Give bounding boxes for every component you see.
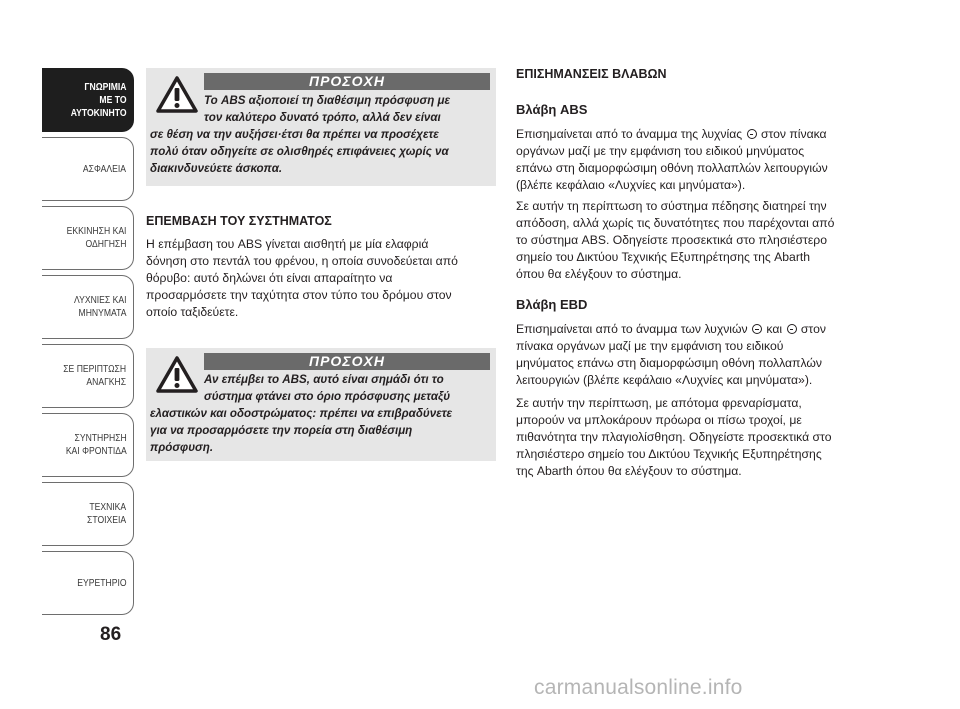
body-line: (βλέπε κεφάλαιο «Λυχνίες και μηνύματα»). (516, 178, 746, 192)
subheading-abs-fault: Βλάβη ABS (516, 102, 588, 117)
tab-label: ΓΝΩΡΙΜΙΑ ΜΕ ΤΟ ΑΥΤΟΚΙΝΗΤΟ (70, 80, 127, 119)
warning-box-abs-intervention (146, 348, 496, 461)
tab-lights-messages[interactable] (42, 275, 134, 339)
body-line: θόρυβο: αυτό δηλώνει ότι είναι απαραίτητο να (146, 271, 393, 285)
warning-triangle-icon (156, 356, 198, 393)
body-line: προσαρμόσετε την ταχύτητα στον τύπο του δρόμου στον (146, 288, 452, 302)
text-fragment: στον πίνακα (760, 127, 827, 141)
text-fragment: στον (800, 322, 826, 336)
warning-line: σύστημα φτάνει στο όριο πρόσφυσης μεταξύ (204, 390, 451, 403)
warning-line: διακινδυνεύετε άσκοπα. (150, 162, 283, 175)
tab-safety[interactable] (42, 137, 134, 201)
warning-line: πρόσφυση. (150, 441, 214, 454)
body-line: πίνακα οργάνων μαζί με την εμφάνιση του ειδικού (516, 339, 784, 353)
warning-line: ελαστικών και οδοστρώματος: πρέπει να επιβραδύνετε (150, 407, 453, 420)
body-line: το σύστημα ABS. Οδηγείστε προσεκτικά στο πλησιέστερο (516, 233, 827, 247)
body-line: δόνηση στο πεντάλ του φρένου, η οποία συνοδεύεται από (146, 254, 458, 268)
section-title-intervention: ΕΠΕΜΒΑΣΗ ΤΟΥ ΣΥΣΤΗΜΑΤΟΣ (146, 214, 332, 228)
tab-technical-data[interactable] (42, 482, 134, 546)
watermark: carmanualsonline.info (534, 676, 743, 699)
abs-warning-lamp-icon (752, 324, 762, 334)
text-fragment: και (766, 322, 783, 336)
section-title-faults: ΕΠΙΣΗΜΑΝΣΕΙΣ ΒΛΑΒΩΝ (516, 67, 667, 81)
body-line (516, 126, 827, 143)
body-line: επάνω στη διαμορφώσιμη οθόνη πολλαπλών λειτουργιών (516, 161, 828, 175)
tab-label: ΕΥΡΕΤΗΡΙΟ (77, 576, 127, 589)
warning-line: Το ABS αξιοποιεί τη διαθέσιμη πρόσφυση με (204, 94, 451, 107)
warning-header: ΠΡΟΣΟΧΗ (204, 353, 490, 370)
warning-triangle-icon (156, 76, 198, 113)
text-fragment: Επισημαίνεται από το άναμμα των λυχνιών (516, 322, 748, 336)
warning-line: Αν επέμβει το ABS, αυτό είναι σημάδι ότι το (204, 373, 444, 386)
body-line: μηνύματος επάνω στη διαμορφώσιμη οθόνη πολλαπλών (516, 356, 822, 370)
warning-line: τον καλύτερο δυνατό τρόπο, αλλά δεν είναι (204, 111, 441, 124)
text-fragment: Επισημαίνεται από το άναμμα της λυχνίας (516, 127, 743, 141)
tab-emergency[interactable] (42, 344, 134, 408)
page-number: 86 (100, 624, 122, 645)
body-line: σημείο του Δικτύου Τεχνικής Εξυπηρέτησης της Abarth (516, 250, 811, 264)
warning-line: για να προσαρμόσετε την πορεία στη διαθέσιμη (150, 424, 413, 437)
body-line: Σε αυτήν την περίπτωση, με απότομα φρεναρίσματα, (516, 396, 802, 410)
tab-label: ΣΕ ΠΕΡΙΠΤΩΣΗ ΑΝΑΓΚΗΣ (63, 363, 127, 388)
body-line: Η επέμβαση του ABS γίνεται αισθητή με μία ελαφριά (146, 237, 429, 251)
abs-warning-lamp-icon (747, 129, 757, 139)
body-line: οποίο ταξιδεύετε. (146, 305, 239, 319)
warning-header: ΠΡΟΣΟΧΗ (204, 73, 490, 90)
tab-label: ΣΥΝΤΗΡΗΣΗ ΚΑΙ ΦΡΟΝΤΙΔΑ (65, 432, 127, 457)
tab-maintenance[interactable] (42, 413, 134, 477)
body-line: λειτουργιών (βλέπε κεφάλαιο «Λυχνίες και μηνύματα»). (516, 373, 813, 387)
brake-warning-lamp-icon (787, 324, 797, 334)
tab-label: ΑΣΦΑΛΕΙΑ (83, 162, 127, 175)
body-line: απόδοση, αλλά χωρίς τις δυνατότητες που παρέχονται από (516, 216, 835, 230)
warning-box-abs-grip (146, 68, 496, 186)
tab-getting-to-know-car[interactable] (42, 68, 134, 132)
warning-line: σε θέση να την αυξήσει·έτσι θα πρέπει να προσέχετε (150, 128, 439, 141)
body-line: μπορούν να μπλοκάρουν πρόωρα οι πίσω τροχοί, με (516, 413, 802, 427)
tab-label: ΤΕΧΝΙΚΑ ΣΤΟΙΧΕΙΑ (87, 501, 127, 526)
body-line: Σε αυτήν τη περίπτωση το σύστημα πέδησης διατηρεί την (516, 199, 827, 213)
tab-label: ΕΚΚΙΝΗΣΗ ΚΑΙ ΟΔΗΓΗΣΗ (66, 225, 127, 250)
warning-line: πολύ όταν οδηγείτε σε ολισθηρές επιφάνειες χωρίς να (150, 145, 449, 158)
body-line: όπου θα ελέγξουν το σύστημα. (516, 267, 682, 281)
tab-index[interactable] (42, 551, 134, 615)
body-line: πιθανότητα την πλαγιολίσθηση. Οδηγείστε προσεκτικά στο (516, 430, 832, 444)
chapter-tabs (42, 68, 134, 620)
body-line: οργάνων μαζί με την εμφάνιση του ειδικού μηνύματος (516, 144, 805, 158)
tab-label: ΛΥΧΝΙΕΣ ΚΑΙ ΜΗΝΥΜΑΤΑ (73, 294, 127, 319)
body-line (516, 321, 826, 338)
body-line: της Abarth όπου θα ελέγξουν το σύστημα. (516, 464, 742, 478)
subheading-ebd-fault: Βλάβη EBD (516, 297, 588, 312)
body-line: πλησιέστερο σημείο του Δικτύου Τεχνικής Εξυπηρέτησης (516, 447, 822, 461)
tab-starting-driving[interactable] (42, 206, 134, 270)
